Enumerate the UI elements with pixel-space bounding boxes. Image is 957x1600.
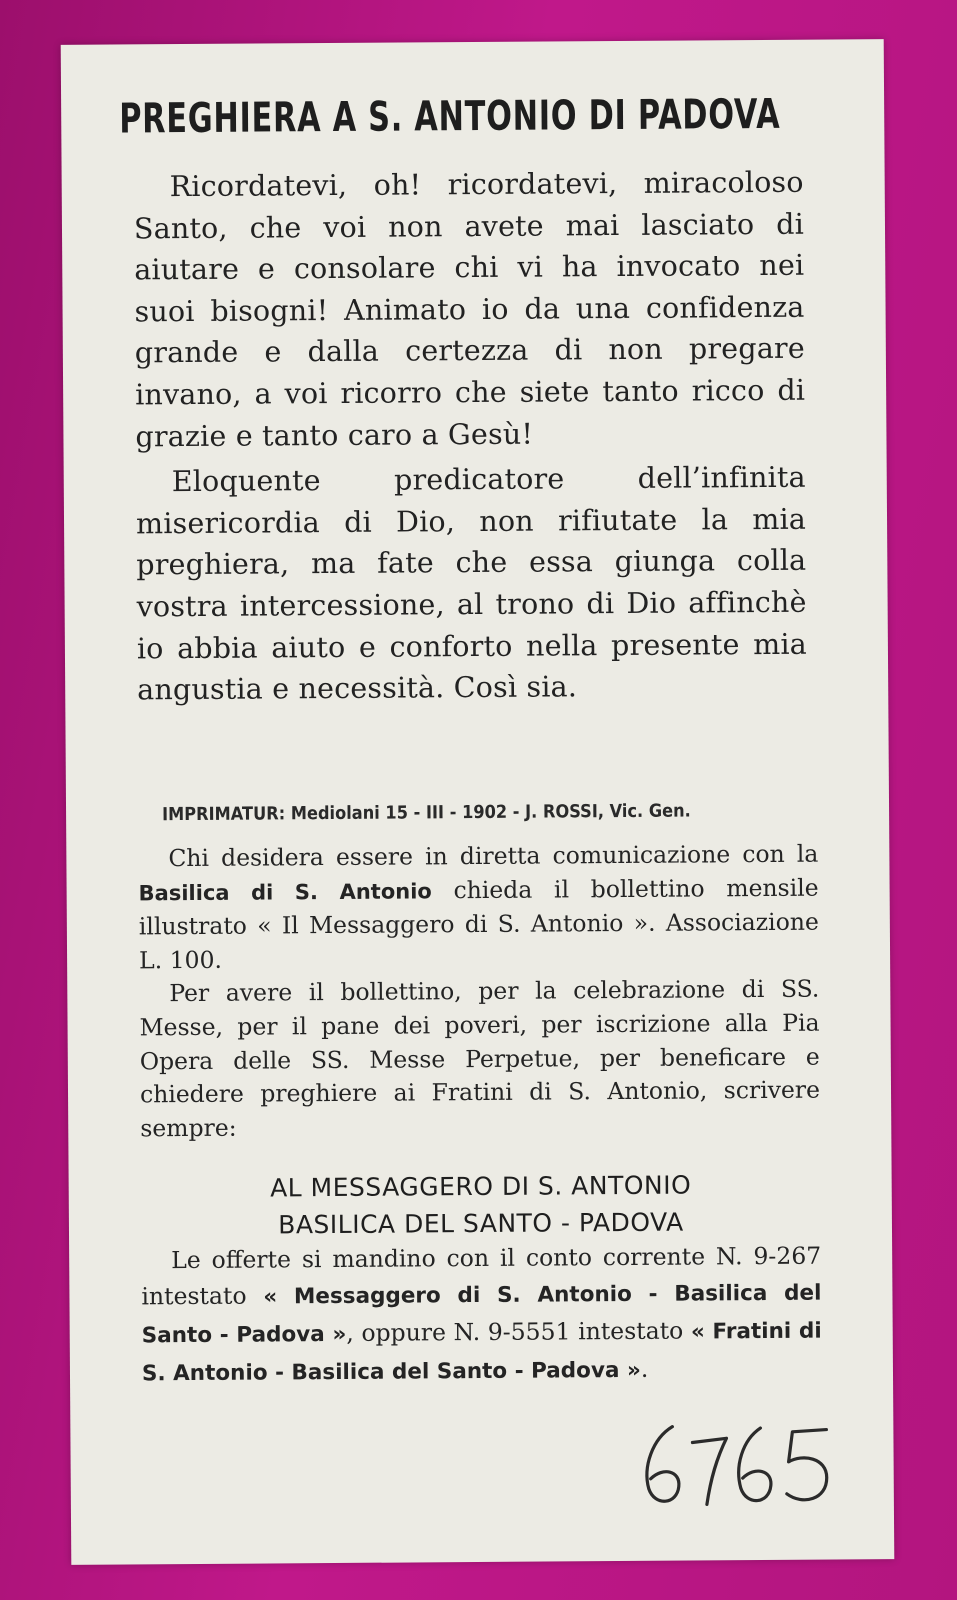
- offerings-paragraph: [141, 1238, 822, 1393]
- offerings-end: .: [640, 1354, 649, 1383]
- info-paragraph-1-start: Chi desidera essere in diretta comunicazione con la: [168, 839, 819, 873]
- imprimatur-line: IMPRIMATUR: Mediolani 15 - III - 1902 - J. ROSSI, Vic. Gen.: [162, 800, 691, 826]
- prayer-paragraph-1: Ricordatevi, oh! ricordatevi, miracoloso Santo, che voi non avete mai lasciato di aiutare e consolare chi vi ha invocato nei suoi bisogni! Animato io da una confidenza grande e dalla certezza di non pregare invano, a voi ricorro che siete tanto ricco di grazie e tanto caro a Gesù!: [133, 165, 806, 453]
- info-paragraph-1-end: chieda il bollettino mensile illustrato « Il Messaggero di S. Antonio ». Associazione L. 100.: [138, 873, 819, 975]
- info-paragraph-2: Per avere il bollettino, per la celebrazione di SS. Messe, per il pane dei poveri, per iscrizione alla Pia Opera delle SS. Messe Perpetue, per beneficare e chiedere preghiere ai Fratini di S. Antonio, scrivere sempre:: [139, 974, 821, 1143]
- offerings-account-1-holder: « Messaggero di S. Antonio - Basilica del Santo - Padova »: [141, 1280, 822, 1349]
- prayer-card: [61, 39, 895, 1565]
- offerings-text: [141, 1238, 822, 1393]
- info-text: [138, 838, 820, 1146]
- prayer-text: [134, 162, 808, 711]
- prayer-paragraph-2: Eloquente predicatore dell’infinita misericordia di Dio, non rifiutate la mia preghiera, ma fate che essa giunga colla vostra intercessione, al trono di Dio affinchè io abbia aiuto e conforto nella presente mia angustia e necessità. Così sia.: [135, 460, 808, 707]
- offerings-middle: , oppure N. 9-5551 intestato: [346, 1316, 692, 1347]
- handwritten-number: [630, 1407, 851, 1519]
- info-paragraph-1: [138, 838, 819, 978]
- info-basilica-name: Basilica di S. Antonio: [138, 878, 432, 905]
- offerings-start: Le offerte si mandino con il conto corrente N. 9-267 intestato: [141, 1241, 822, 1311]
- card-title: PREGHIERA A S. ANTONIO DI PADOVA: [119, 89, 781, 143]
- offerings-account-2-holder: « Fratini di S. Antonio - Basilica del Santo - Padova »: [141, 1318, 822, 1387]
- postal-address: [141, 1166, 822, 1245]
- address-line-1: AL MESSAGGERO DI S. ANTONIO: [270, 1170, 692, 1203]
- address-line-2: BASILICA DEL SANTO - PADOVA: [278, 1207, 684, 1240]
